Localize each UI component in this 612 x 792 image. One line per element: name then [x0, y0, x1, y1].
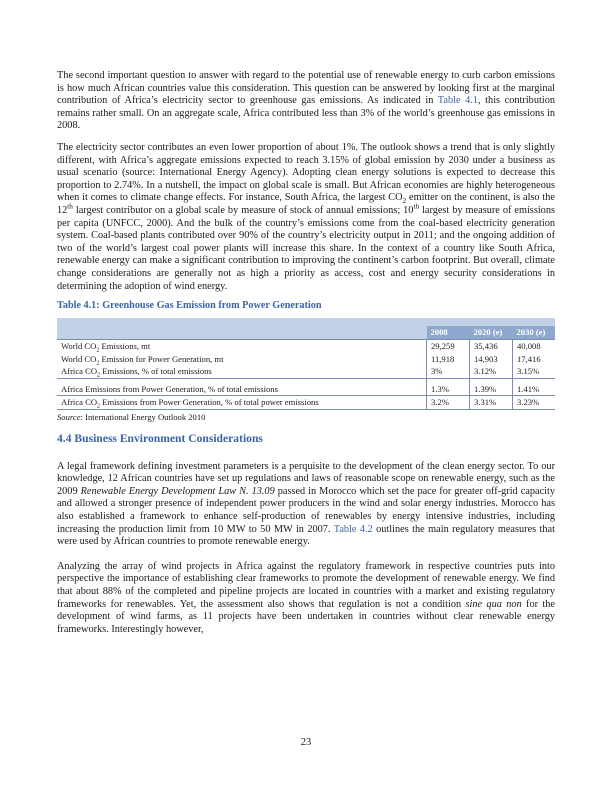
cell-value: 1.39% — [470, 383, 513, 396]
table-row — [57, 365, 555, 378]
table-4-2-link[interactable]: Table 4.2 — [333, 523, 373, 535]
paragraph-4 — [57, 561, 555, 637]
table-row — [57, 340, 555, 353]
page-content — [57, 70, 555, 636]
cell-value: 3.15% — [513, 365, 556, 378]
law-title: Renewable Energy Development Law N. 13.09 — [80, 485, 275, 497]
cell-value: 3.31% — [470, 396, 513, 410]
column-header: 2020 (e) — [470, 326, 513, 340]
paragraph-4-text-b: for the development of wind farms, as 11 projects have been undertaken in countries without clear renewable energy frameworks. Interestingly however, — [57, 598, 555, 635]
row-label: Africa Emissions from Power Generation, % of total emissions — [57, 383, 427, 396]
table-row — [57, 396, 555, 410]
column-header: 2008 — [427, 326, 470, 340]
row-label: World $CO_2$ Emission for Power Generation, mt — [61, 353, 224, 367]
section-heading: 4.4 Business Environment Considerations — [57, 431, 263, 445]
cell-value: 1.41% — [513, 383, 556, 396]
paragraph-1-text-a: The second important question to answer with regard to the potential use of renewable energy to curb carbon emissions is how much African countries value this consideration. This question can be answered by looking first at the marginal contribution of Africa’s electricity sector to greenhouse gas emissions. As indicated in — [57, 70, 555, 107]
table-row — [57, 383, 555, 396]
cell-value: 3.2% — [427, 396, 470, 410]
cell-value: 35,436 — [470, 340, 513, 353]
paragraph-2-text-d: largest by measure of emissions per capita (UNFCC, 2000). And the bulk of the country’s emissions come from the coal-based electricity generation system. Coal-based plants contributed over 90% of the country’s electricity output in 2011; and the ongoing addition of two of the world’s largest coal power plants will increase this share. In the context of a country like South Africa, renewable energy can make a significant contribution to improving the continent’s carbon footprint. But overall, climate change considerations are generally not as high a priority as access, cost and energy security considerations in determining the adoption of wind energy. — [57, 204, 555, 292]
paragraph-1 — [57, 70, 555, 133]
paragraph-2-text-a: The electricity sector contributes an even lower proportion of about 1%. The outlook shows a trend that is only slightly different, with Africa’s aggregate emissions expected to reach 3.15% of global emission by 2030 under a business as usual scenario (source: International Energy Agency). Adopting clean energy solutions is expected to decrease this proportion to 2.74%. In a nutshell, the impact on global scale is small. But African economies are highly heterogeneous when it comes to climate change effects. For instance, South Africa, the largest CO — [57, 141, 555, 204]
table-row — [57, 353, 555, 366]
paragraph-3-text-b: passed in Morocco which set the pace for greater off-grid capacity and allowed a stronger presence of independent power producers in the wind and solar energy industries. Morocco has also established a framework to enhance self-production of renewables by energy intensive industries, including increasing the production limit from 10 MW to 50 MW in 2007. — [57, 485, 555, 535]
cell-value: 1.3% — [427, 383, 470, 396]
paragraph-2-text-c: largest contributor on a global scale by measure of stock of annual emissions; 10 — [72, 204, 414, 216]
cell-value: 3.12% — [470, 365, 513, 378]
ordinal-superscript: th — [413, 202, 420, 211]
cell-value: 3% — [427, 365, 470, 378]
paragraph-4-text-a: Analyzing the array of wind projects in Africa against the regulatory framework in respective countries puts into perspective the importance of establishing clear frameworks to promote the development of renewable energy. We find that about 88% of the completed and pipeline projects are located in countries with a market and existing regulatory frameworks for renewables. Yet, the assessment also shows that regulation is not a condition — [57, 560, 555, 610]
latin-phrase: sine qua non — [465, 598, 522, 610]
table-title: Table 4.1: Greenhouse Gas Emission from Power Generation — [57, 300, 322, 312]
cell-value: 14,903 — [470, 353, 513, 366]
source-text: : International Energy Outlook 2010 — [80, 411, 206, 422]
ordinal-superscript: th — [67, 202, 73, 211]
table-4-1-link[interactable]: Table 4.1 — [437, 95, 478, 107]
cell-value: 11,918 — [427, 353, 470, 366]
cell-value: 3.23% — [513, 396, 556, 410]
paragraph-3-text-a: A legal framework defining investment parameters is a perquisite to the development of the clean energy sector. To our knowledge, 12 African countries have set up regulations and laws of reasonable scope on renewable energy, such as the 2009 — [57, 460, 555, 497]
cell-value: 40,008 — [513, 340, 556, 353]
paragraph-2 — [57, 142, 555, 293]
table-source — [57, 412, 555, 423]
row-label: Africa $CO_2$ Emissions from Power Generation, % of total power emissions — [57, 396, 427, 410]
paragraph-3-text-c: outlines the main regulatory measures that were used by African countries to promote renewable energy. — [57, 523, 555, 548]
paragraph-1-text-b: , this contribution remains rather small. On an aggregate scale, Africa contributed less than 3% of the world’s greenhouse gas emissions in 2008. — [57, 95, 555, 132]
source-label: Source — [57, 411, 81, 422]
emissions-table — [57, 318, 555, 410]
row-label: Africa $CO_2$ Emissions, % of total emissions — [57, 365, 427, 378]
page-number: 23 — [300, 737, 312, 748]
row-label: World $CO_2$ Emissions, mt — [57, 340, 427, 353]
paragraph-3 — [57, 461, 555, 549]
co2-subscript: 2 — [402, 197, 407, 206]
cell-value: 29,259 — [427, 340, 470, 353]
column-header: 2030 (e) — [513, 326, 556, 340]
paragraph-2-text-b: emitter on the continent, is also the 12 — [57, 192, 555, 216]
cell-value: 17,416 — [513, 353, 556, 366]
